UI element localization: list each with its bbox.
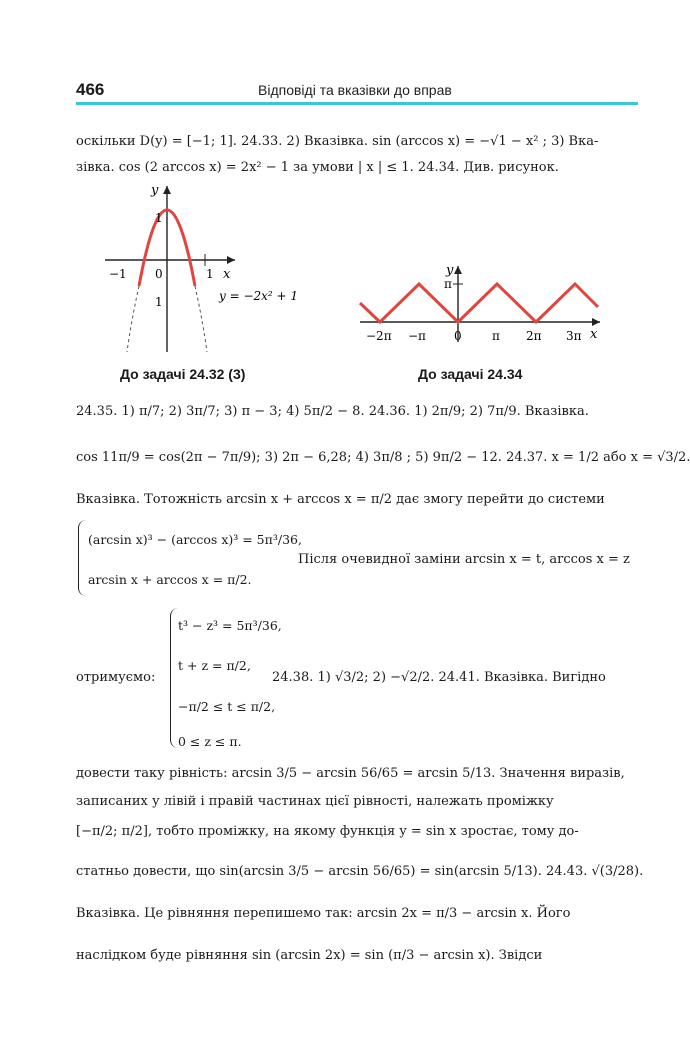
running-header-title: Відповіді та вказівки до вправ: [258, 82, 452, 98]
graph2-axis-y-label: y: [446, 263, 454, 278]
system2-eq1: t³ − z³ = 5π³/36,: [178, 618, 282, 633]
text-line-13: наслідком буде рівняння sin (arcsin 2x) = sin (π/3 − arcsin x). Звідси: [76, 948, 543, 963]
text-line-1: оскільки D(y) = [−1; 1]. 24.33. 2) Вказівка. sin (arccos x) = −√1 − x² ; 3) Вка-: [76, 134, 599, 149]
graph2-y-tick-pi: π: [444, 277, 452, 291]
graph2-y-arrow: [454, 266, 462, 274]
system1-eq1: (arcsin x)³ − (arccos x)³ = 5π³/36,: [88, 532, 302, 547]
system1-brace: [78, 520, 87, 596]
text-line-7b: 24.38. 1) √3/2; 2) −√2/2. 24.41. Вказівка. Вигідно: [272, 670, 606, 685]
graph2-tick-label: 3π: [566, 329, 582, 343]
graph1-caption: До задачі 24.32 (3): [120, 366, 246, 382]
graph1-tick-ym1: 1: [155, 295, 163, 309]
graph-triangle-wave: [350, 262, 610, 352]
text-line-11: статньо довести, що sin(arcsin 3/5 − arcsin 56/65) = sin(arcsin 5/13). 24.43. √(3/28).: [76, 864, 644, 879]
graph2-x-arrow: [592, 318, 600, 326]
graph1-y-arrow: [163, 186, 171, 194]
text-line-10: [−π/2; π/2], тобто проміжку, на якому функція y = sin x зростає, тому до-: [76, 824, 579, 839]
graph-parabola: [95, 182, 315, 357]
graph1-tick-0: 0: [155, 267, 163, 281]
graph2-tick-label: 0: [454, 329, 462, 343]
header-rule: [76, 102, 638, 105]
graph1-axis-x-label: x: [223, 267, 231, 282]
graph1-function-label: y = −2x² + 1: [219, 289, 299, 303]
text-line-4: cos 11π/9 = cos(2π − 7π/9); 3) 2π − 6,28; 4) 3π/8 ; 5) 9π/2 − 12. 24.37. x = 1/2 або x = √3/2.: [76, 450, 690, 465]
graph2-tick-label: π: [492, 329, 500, 343]
graph1-tick-neg1: −1: [109, 267, 127, 281]
graph1-tick-y1: 1: [155, 211, 163, 225]
graph2-tick-label: −2π: [366, 329, 392, 343]
text-line-6: Після очевидної заміни arcsin x = t, arccos x = z: [298, 552, 630, 567]
graph1-x-arrow: [227, 256, 235, 264]
system2-eq4: 0 ≤ z ≤ π.: [178, 734, 242, 749]
text-line-7a: отримуємо:: [76, 670, 156, 685]
graph2-tick-label: −π: [408, 329, 426, 343]
graph2-tick-label: 2π: [526, 329, 542, 343]
graph1-tick-1: 1: [206, 267, 214, 281]
system1-eq2: arcsin x + arccos x = π/2.: [88, 572, 252, 587]
page-number: 466: [76, 80, 105, 99]
system2-eq2: t + z = π/2,: [178, 658, 251, 673]
text-line-9: записаних у лівій і правій частинах цієї рівності, належать проміжку: [76, 794, 554, 809]
graph2-wave-curve: [360, 284, 598, 322]
text-line-5: Вказівка. Тотожність arcsin x + arccos x = π/2 дає змогу перейти до системи: [76, 492, 605, 507]
graph2-axis-x-label: x: [590, 327, 598, 342]
text-line-3: 24.35. 1) π/7; 2) 3π/7; 3) π − 3; 4) 5π/2 − 8. 24.36. 1) 2π/9; 2) 7π/9. Вказівка.: [76, 404, 589, 419]
graph1-axis-y-label: y: [151, 183, 159, 198]
graph2-caption: До задачі 24.34: [418, 366, 523, 382]
text-line-2: зівка. cos (2 arccos x) = 2x² − 1 за умови | x | ≤ 1. 24.34. Див. рисунок.: [76, 160, 559, 175]
system2-eq3: −π/2 ≤ t ≤ π/2,: [178, 699, 276, 714]
text-line-12: Вказівка. Це рівняння перепишемо так: arcsin 2x = π/3 − arcsin x. Його: [76, 906, 571, 921]
text-line-8: довести таку рівність: arcsin 3/5 − arcsin 56/65 = arcsin 5/13. Значення виразів,: [76, 766, 625, 781]
